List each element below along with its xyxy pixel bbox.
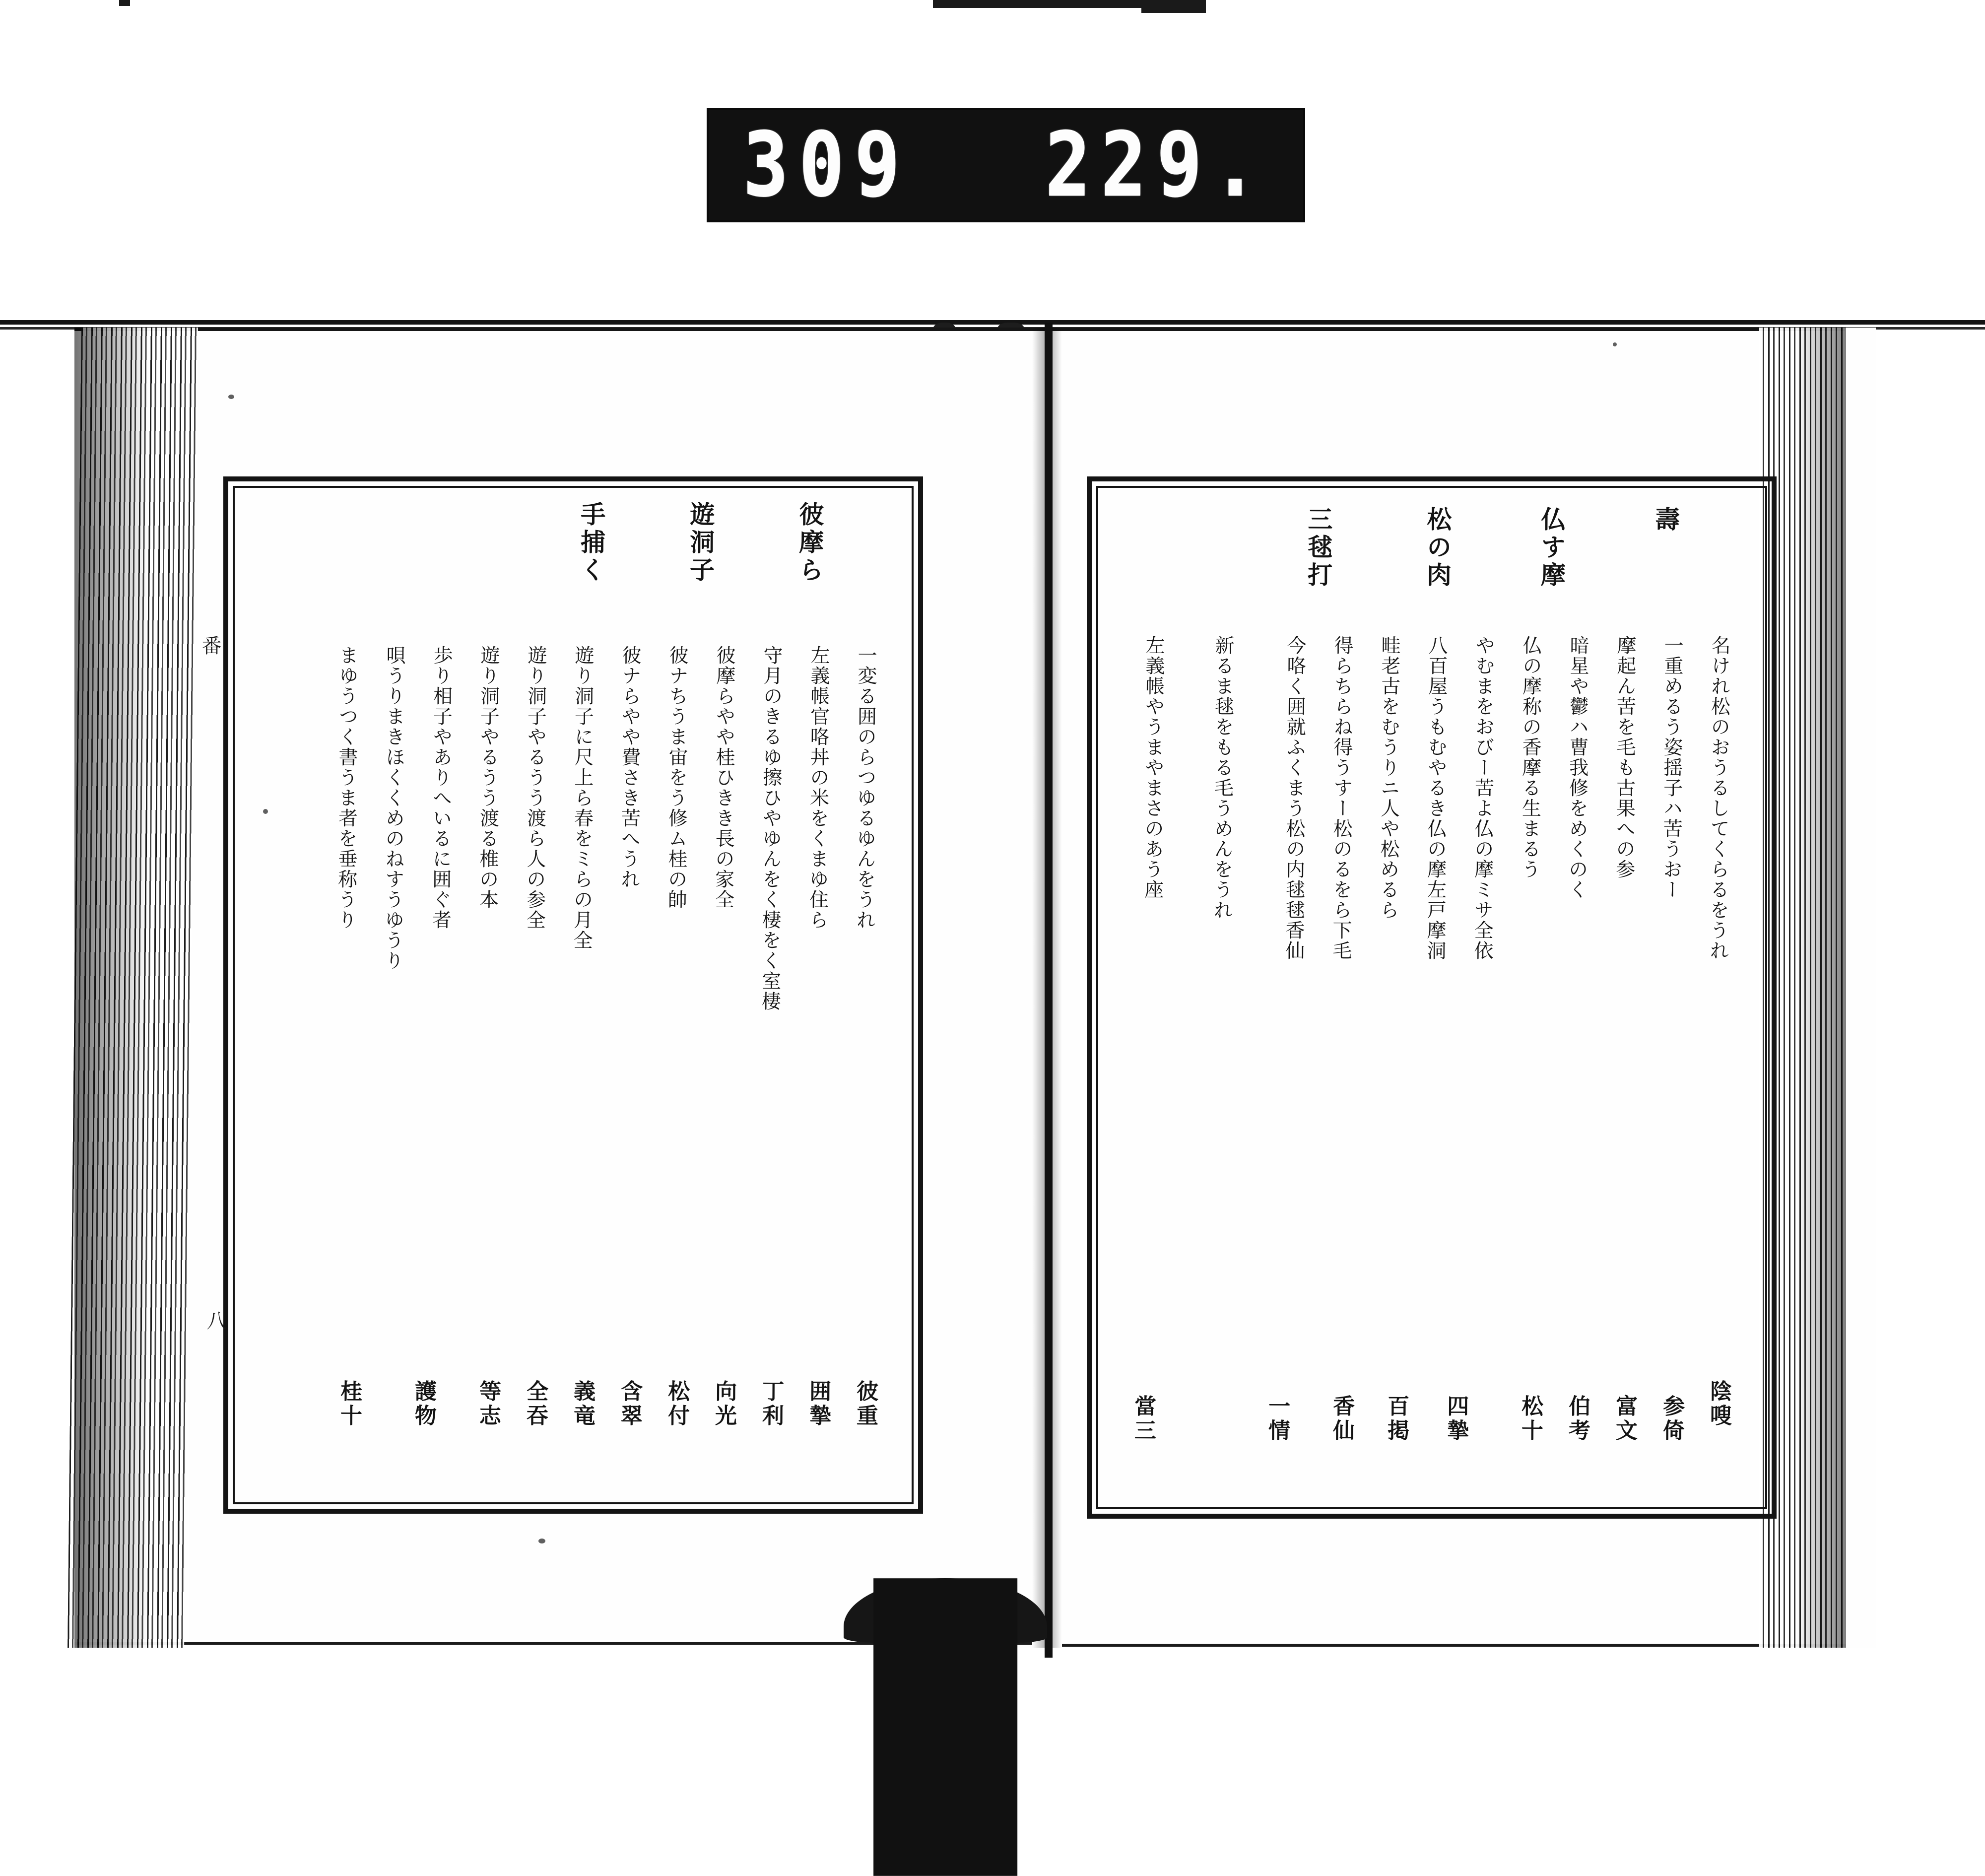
book-holder-post	[873, 1578, 1017, 1876]
film-frame-counter	[709, 110, 1303, 220]
counter-right-value: 229.	[1045, 114, 1268, 216]
margin-mark-top: 番	[198, 635, 221, 655]
right-tail-label: 伯考	[1564, 1394, 1590, 1444]
left-tail-label: 義竜	[569, 1379, 596, 1429]
left-tail-label: 桂十	[336, 1379, 362, 1429]
left-body-column: 遊り洞子に尺上ら春をミらの月全	[570, 645, 595, 951]
margin-mark-bottom: 八	[203, 1310, 226, 1330]
left-tail-label: 護物	[410, 1379, 437, 1429]
dust-speck	[228, 395, 234, 399]
right-tail-label: 陰嗖	[1706, 1379, 1732, 1429]
left-body-column: 遊り洞子やるうう渡る椎の本	[476, 645, 500, 910]
page-right-bottom-edge	[1062, 1644, 1846, 1647]
left-tail-label: 丁利	[758, 1379, 784, 1429]
right-body-column: 新るま毬をもる毛うめんをうれ	[1210, 635, 1235, 921]
dust-speck	[263, 809, 268, 814]
left-body-column: まゆうつく書うま者を垂称うり	[334, 645, 359, 931]
right-tail-label: 松十	[1517, 1394, 1543, 1444]
right-body-column: 左義帳やうまやまさのあう座	[1141, 635, 1165, 900]
left-body-column: 彼摩らやや桂ひきき長の家全	[712, 645, 736, 910]
left-tail-label: 松付	[663, 1379, 690, 1429]
right-heading-3: 松の肉	[1422, 506, 1453, 590]
left-heading-3: 手捕く	[576, 501, 606, 585]
right-body-column: 暗星や鬱ハ曹我修をめくのく	[1565, 635, 1589, 900]
dust-speck	[1613, 342, 1617, 346]
fore-edge-left	[67, 328, 198, 1648]
right-body-column: 畦老古をむうりニ人や松めるら	[1377, 635, 1401, 921]
book-spread	[74, 328, 1841, 1648]
right-tail-label: 一情	[1264, 1394, 1290, 1444]
left-tail-label: 向光	[711, 1379, 737, 1429]
right-body-column: 摩起ん苦を毛も古果への参	[1612, 635, 1637, 880]
right-body-column: 名けれ松のおうるしてくらるをうれ	[1706, 635, 1731, 961]
right-body-column: 仏の摩称の香摩る生まるう	[1518, 635, 1542, 880]
right-heading-2: 仏す摩	[1536, 506, 1567, 590]
right-tail-label: 當三	[1130, 1394, 1156, 1444]
right-body-column: やむまをおびー苦よ仏の摩ミサ全依	[1470, 635, 1495, 961]
left-body-column: 左義帳官咯丼の米をくまゆ住ら	[806, 645, 830, 931]
right-body-column: 得らちらね得うすー松のるをら下毛	[1329, 635, 1354, 961]
page-left-top-edge	[74, 328, 1047, 331]
right-tail-label: 四摯	[1443, 1394, 1469, 1444]
left-tail-label: 全吞	[522, 1379, 548, 1429]
left-tail-label: 含翠	[616, 1379, 643, 1429]
film-speck	[119, 0, 130, 6]
left-body-column: 彼ナちうま宙をう修ム桂の帥	[664, 645, 689, 910]
right-body-column: 一重めるう姿揺子ハ苦うおー	[1659, 635, 1684, 900]
left-heading-1: 彼摩ら	[794, 501, 825, 585]
page-right-top-edge	[1051, 328, 1845, 331]
left-body-column: 守月のきるゆ擦ひやゆんをく棲をく室棲	[758, 645, 783, 1012]
left-heading-2: 遊洞子	[685, 501, 716, 585]
left-body-column: 唄うりまきほくくめのねすうゆうり	[381, 645, 406, 971]
right-tail-label: 百掲	[1383, 1394, 1409, 1444]
left-tail-label: 彼重	[852, 1379, 878, 1429]
left-body-column: 一変る囲のらつゆるゆんをうれ	[853, 645, 877, 931]
counter-left-value: 309	[743, 114, 911, 216]
left-tail-label: 囲摯	[805, 1379, 831, 1429]
left-tail-label: 等志	[475, 1379, 501, 1429]
right-heading-1: 壽	[1651, 506, 1681, 535]
right-tail-label: 富文	[1611, 1394, 1638, 1444]
left-body-column: 彼ナらやや費さき苦へうれ	[617, 645, 642, 890]
left-body-column: 遊り洞子やるうう渡ら人の参全	[523, 645, 547, 931]
dust-speck	[538, 1539, 545, 1543]
right-body-column: 八百屋うもむやるき仏の摩左戸摩洞	[1423, 635, 1448, 961]
left-body-column: 歩り相子やありへいるに囲ぐ者	[429, 645, 453, 931]
right-heading-4: 三毬打	[1303, 506, 1333, 590]
right-body-column: 今咯く囲就ふくまう松の内毬毬香仙	[1282, 635, 1307, 961]
scanner-horizontal-rule	[0, 320, 1985, 325]
right-tail-label: 参倚	[1658, 1394, 1685, 1444]
right-tail-label: 香仙	[1328, 1394, 1355, 1444]
film-speck	[1141, 0, 1206, 13]
book-spine-gutter	[1045, 323, 1053, 1658]
